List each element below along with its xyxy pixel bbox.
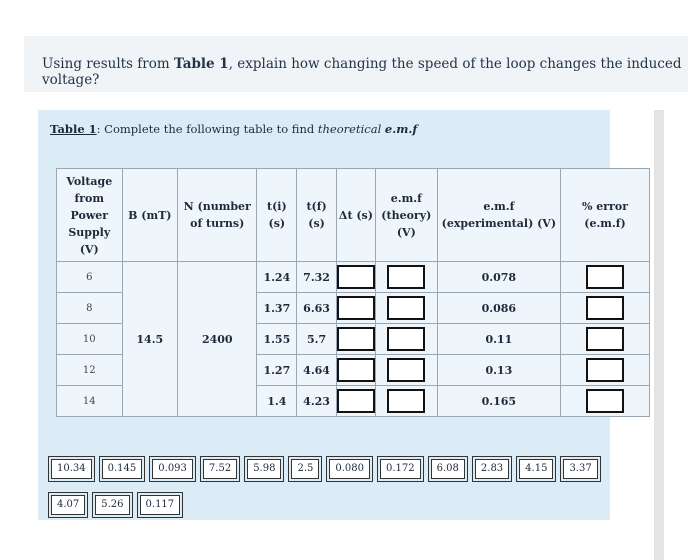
emf-theory-input-box[interactable]	[387, 265, 425, 289]
cell-emf-theory[interactable]	[375, 262, 437, 293]
answer-chip[interactable]: 0.080	[329, 459, 370, 479]
cell-error[interactable]	[561, 262, 650, 293]
table-caption	[50, 122, 417, 136]
caption-label: Table 1	[50, 122, 97, 136]
cell-ti: 1.24	[257, 262, 297, 293]
emf-theory-input-box[interactable]	[387, 327, 425, 351]
error-input-box[interactable]	[586, 389, 624, 413]
error-input-box[interactable]	[586, 358, 624, 382]
dt-input-box[interactable]	[337, 358, 375, 382]
cell-error[interactable]	[561, 386, 650, 417]
cell-voltage: 8	[57, 293, 123, 324]
cell-voltage: 10	[57, 324, 123, 355]
cell-dt[interactable]	[336, 324, 375, 355]
cell-emf-theory[interactable]	[375, 324, 437, 355]
cell-n: 2400	[178, 262, 257, 417]
caption-mid: : Complete the following table to find	[96, 122, 318, 136]
cell-dt[interactable]	[336, 386, 375, 417]
answer-chip[interactable]: 6.08	[431, 459, 465, 479]
cell-tf: 4.23	[297, 386, 337, 417]
data-table	[56, 168, 650, 417]
cell-voltage: 12	[57, 355, 123, 386]
answer-chip[interactable]: 10.34	[51, 459, 92, 479]
answer-chips-row-1	[48, 456, 601, 482]
error-input-box[interactable]	[586, 265, 624, 289]
answer-chip[interactable]: 4.07	[51, 495, 85, 515]
header-dt: Δt (s)	[336, 169, 375, 262]
cell-ti: 1.55	[257, 324, 297, 355]
scrollbar[interactable]	[654, 110, 664, 560]
emf-theory-input-box[interactable]	[387, 389, 425, 413]
answer-chip[interactable]: 0.145	[102, 459, 143, 479]
cell-error[interactable]	[561, 324, 650, 355]
cell-ti: 1.27	[257, 355, 297, 386]
cell-emf-exp: 0.086	[437, 293, 560, 324]
header-tf: t(f) (s)	[297, 169, 337, 262]
cell-tf: 5.7	[297, 324, 337, 355]
cell-tf: 7.32	[297, 262, 337, 293]
table-row	[57, 262, 650, 293]
answer-chips-row-2	[48, 492, 183, 518]
question-suffix: , explain how changing the speed of the loop changes the induced voltage?	[42, 56, 682, 88]
answer-chip[interactable]: 5.98	[247, 459, 281, 479]
answer-chip[interactable]: 0.117	[140, 495, 181, 515]
cell-ti: 1.37	[257, 293, 297, 324]
answer-chip[interactable]: 4.15	[519, 459, 553, 479]
cell-error[interactable]	[561, 293, 650, 324]
cell-voltage: 14	[57, 386, 123, 417]
answer-chip[interactable]: 0.172	[380, 459, 421, 479]
header-error: % error (e.m.f)	[561, 169, 650, 262]
question-table-ref: Table 1	[173, 56, 229, 72]
header-b: B (mT)	[122, 169, 177, 262]
question-box	[24, 36, 688, 92]
cell-dt[interactable]	[336, 293, 375, 324]
dt-input-box[interactable]	[337, 389, 375, 413]
header-n: N (number of turns)	[178, 169, 257, 262]
cell-ti: 1.4	[257, 386, 297, 417]
answer-chip[interactable]: 0.093	[152, 459, 193, 479]
header-emf-theory: e.m.f (theory) (V)	[375, 169, 437, 262]
header-emf-exp: e.m.f (experimental) (V)	[437, 169, 560, 262]
cell-tf: 4.64	[297, 355, 337, 386]
header-voltage: Voltage from Power Supply (V)	[57, 169, 123, 262]
cell-dt[interactable]	[336, 355, 375, 386]
cell-b: 14.5	[122, 262, 177, 417]
answer-chip[interactable]: 7.52	[203, 459, 237, 479]
header-row	[57, 169, 650, 262]
cell-emf-theory[interactable]	[375, 293, 437, 324]
cell-dt[interactable]	[336, 262, 375, 293]
cell-emf-theory[interactable]	[375, 386, 437, 417]
answer-chip[interactable]: 5.26	[95, 495, 129, 515]
cell-emf-exp: 0.078	[437, 262, 560, 293]
answer-chip[interactable]: 3.37	[563, 459, 597, 479]
dt-input-box[interactable]	[337, 327, 375, 351]
answer-chip[interactable]: 2.83	[475, 459, 509, 479]
dt-input-box[interactable]	[337, 296, 375, 320]
error-input-box[interactable]	[586, 327, 624, 351]
header-ti: t(i) (s)	[257, 169, 297, 262]
error-input-box[interactable]	[586, 296, 624, 320]
emf-theory-input-box[interactable]	[387, 296, 425, 320]
emf-theory-input-box[interactable]	[387, 358, 425, 382]
cell-voltage: 6	[57, 262, 123, 293]
answer-chip[interactable]: 2.5	[291, 459, 319, 479]
cell-emf-exp: 0.165	[437, 386, 560, 417]
cell-emf-exp: 0.13	[437, 355, 560, 386]
caption-italic: theoretical	[317, 122, 385, 136]
cell-error[interactable]	[561, 355, 650, 386]
caption-emf: e.m.f	[384, 122, 418, 136]
dt-input-box[interactable]	[337, 265, 375, 289]
question-prefix: Using results from	[42, 56, 174, 72]
cell-emf-theory[interactable]	[375, 355, 437, 386]
cell-emf-exp: 0.11	[437, 324, 560, 355]
cell-tf: 6.63	[297, 293, 337, 324]
